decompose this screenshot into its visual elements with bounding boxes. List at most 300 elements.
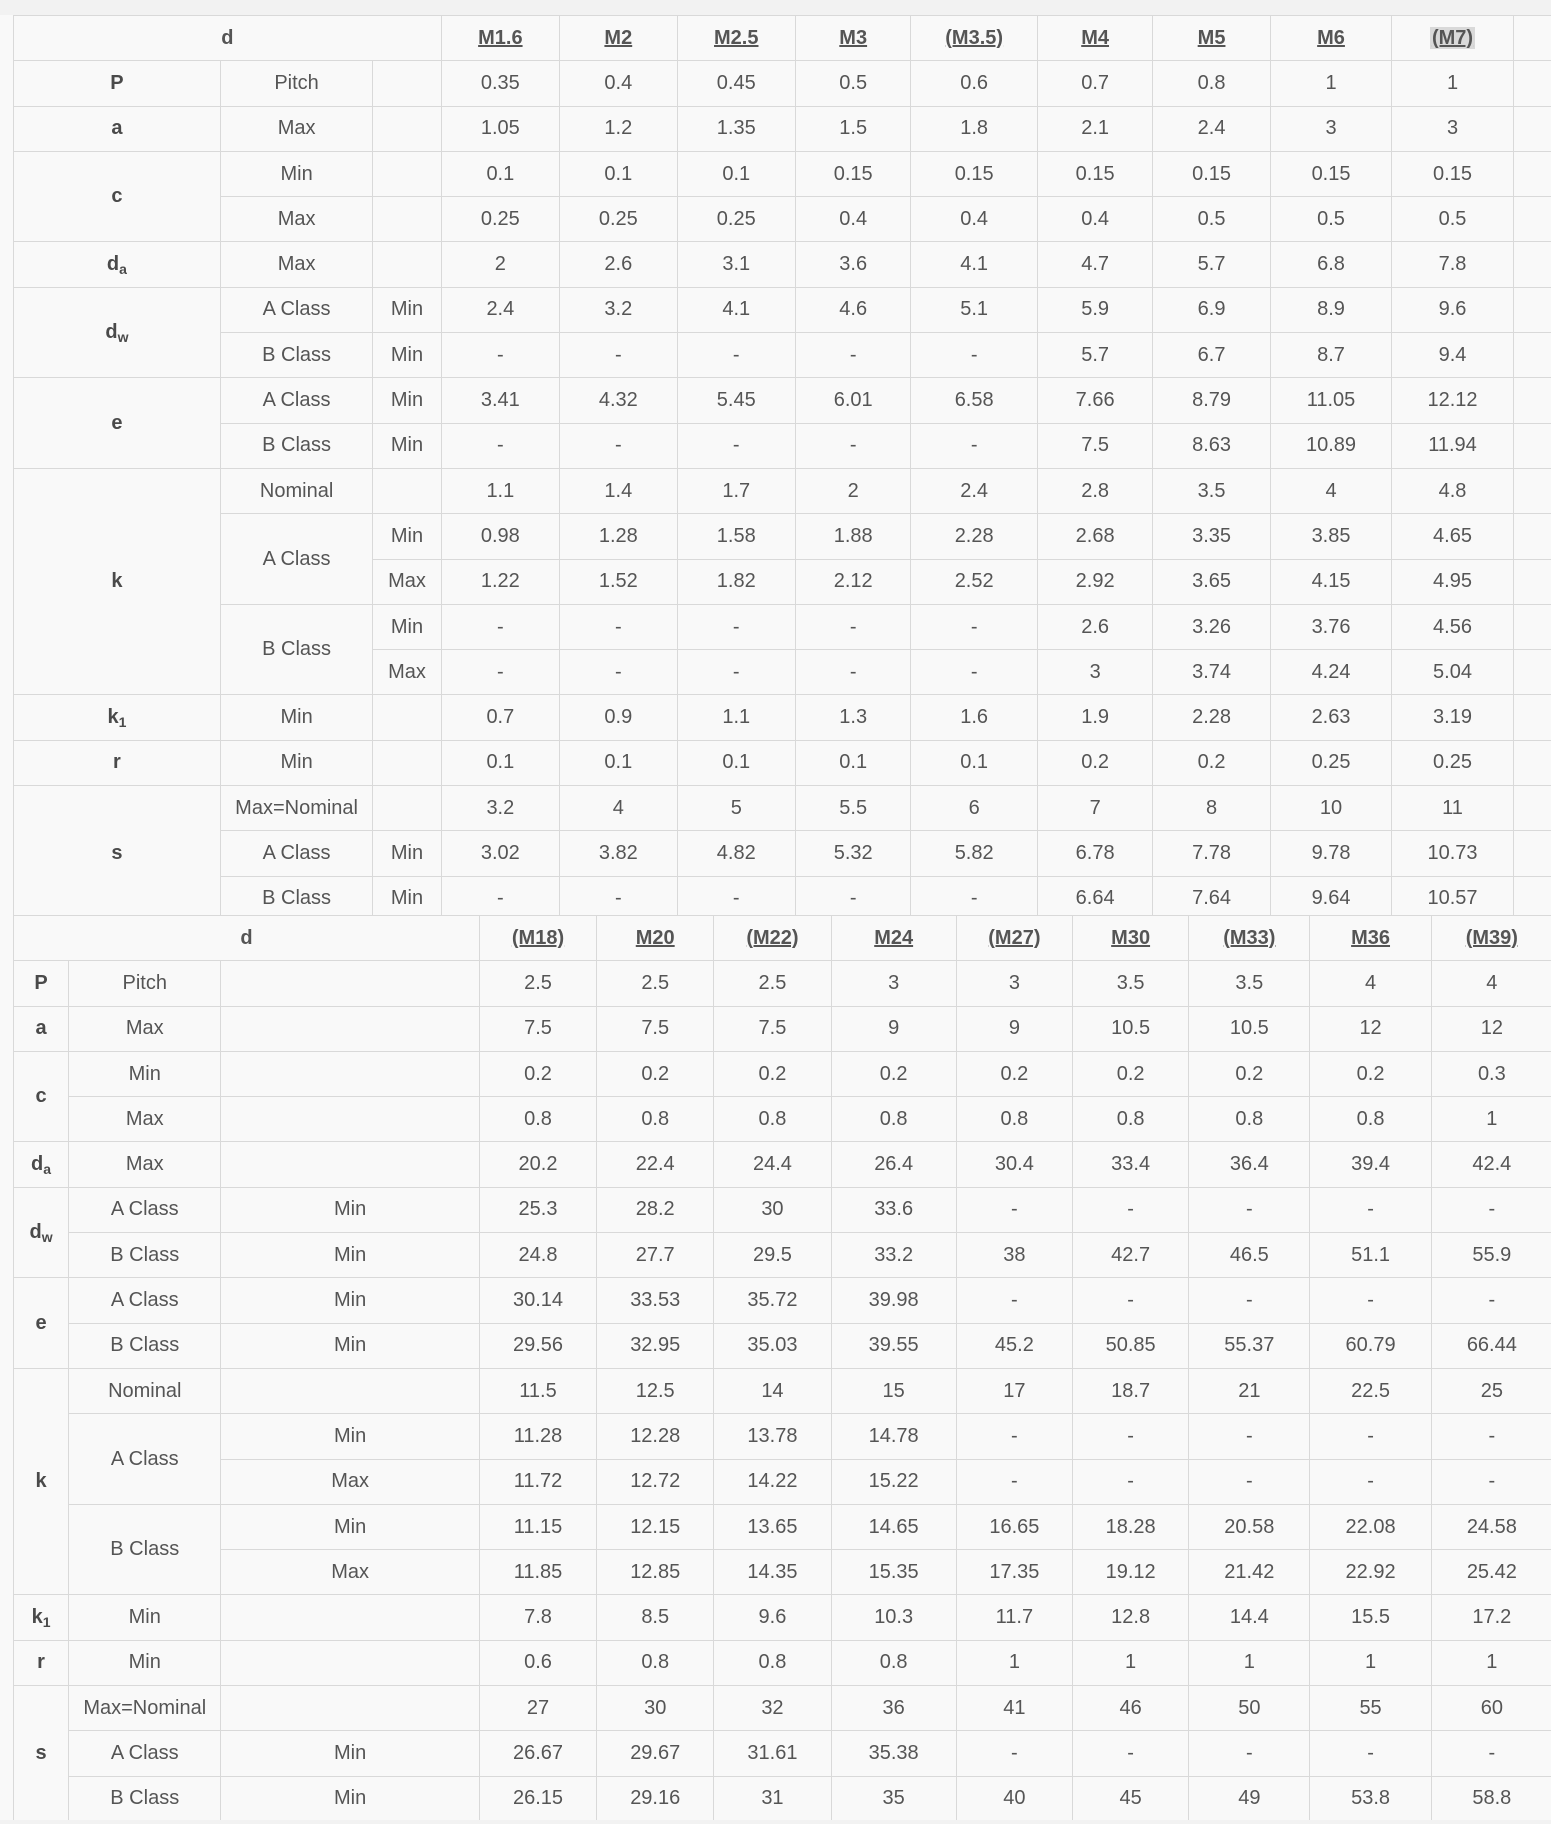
size-link[interactable]: M24 [874,926,914,949]
row-sublabel [373,468,441,513]
table-cell: 25.3 [479,1187,596,1232]
table-cell: 8.63 [1153,423,1270,468]
dimensions-table-small [0,15,1551,915]
table-cell: 32.95 [597,1323,714,1368]
table-row [14,423,1551,468]
table-cell: 1.1 [677,695,795,740]
row-label: Nominal [69,1368,221,1413]
table-cell: - [1189,1731,1310,1776]
row-sublabel: Max [373,650,441,695]
size-link[interactable]: (M27) [988,926,1041,949]
table-cell: 11 [1392,786,1513,831]
row-sublabel [221,1006,480,1051]
overflow-cell [1513,740,1551,785]
table-cell: 3.1 [677,242,795,287]
table-cell: 6.64 [1037,876,1152,915]
table-cell: 3.76 [1270,604,1391,649]
table-row [14,876,1551,915]
size-link[interactable]: (M3.5) [945,26,1004,49]
table-cell: 0.35 [441,61,559,106]
table-cell: 0.6 [911,61,1037,106]
table-cell: 24.4 [714,1142,831,1187]
size-header-m4 [1037,16,1152,61]
symbol-cell: s [14,1686,69,1820]
row-label: Min [69,1051,221,1096]
table-cell: - [1310,1731,1431,1776]
table-cell: 9.64 [1270,876,1391,915]
table-cell: 0.2 [597,1051,714,1096]
table-cell: 11.28 [479,1414,596,1459]
row-label: B Class [69,1504,221,1595]
row-sublabel: Min [221,1504,480,1549]
table-cell: 22.08 [1310,1504,1431,1549]
size-link[interactable]: M6 [1317,26,1345,49]
symbol-cell: r [14,1640,69,1685]
table-cell: 2 [441,242,559,287]
table-row [14,1233,1551,1278]
table-cell: 2.28 [1153,695,1270,740]
row-label: Max [69,1097,221,1142]
table-cell: - [1189,1278,1310,1323]
table-cell: 12.12 [1392,378,1513,423]
table-cell: - [441,876,559,915]
table-cell: 3 [1037,650,1152,695]
table-row [14,197,1551,242]
table-cell: 8 [1153,786,1270,831]
table-cell: 6 [911,786,1037,831]
table-cell: 4 [1431,961,1551,1006]
row-label: Min [220,151,373,196]
size-link[interactable]: M2.5 [714,26,759,49]
table-cell: - [677,423,795,468]
table-row [14,1006,1551,1051]
size-header-m18 [479,916,596,961]
nominal-diameter-label: d [14,16,442,61]
overflow-cell [1513,197,1551,242]
table-cell: 0.6 [479,1640,596,1685]
table-cell: 8.7 [1270,333,1391,378]
table-cell: 0.1 [795,740,910,785]
row-sublabel: Min [221,1414,480,1459]
table-cell: 0.15 [911,151,1037,196]
table-cell: 1 [1431,1640,1551,1685]
table-cell: 7.5 [479,1006,596,1051]
table-cell: 7.66 [1037,378,1152,423]
overflow-cell [1513,106,1551,151]
table-cell: 0.15 [1270,151,1391,196]
row-label: Max [220,242,373,287]
table-cell: 3 [831,961,956,1006]
table-cell: 4.32 [560,378,677,423]
symbol-cell: $d_w$ [14,1187,69,1278]
symbol-cell: $d_w$ [14,287,221,378]
table-cell: 0.8 [1189,1097,1310,1142]
table-cell: 0.8 [479,1097,596,1142]
table-cell: 12 [1431,1006,1551,1051]
size-link[interactable]: M36 [1351,926,1391,949]
table-cell: 11.94 [1392,423,1513,468]
size-link[interactable]: M4 [1081,26,1110,49]
table-1 [13,15,1551,915]
table-cell: 0.1 [911,740,1037,785]
row-sublabel [221,1686,480,1731]
row-label: Max [220,106,373,151]
table-cell: 22.92 [1310,1550,1431,1595]
table-cell: 2.52 [911,559,1037,604]
table-cell: 8.79 [1153,378,1270,423]
table-cell: - [911,650,1037,695]
table-cell: 0.25 [1392,740,1513,785]
row-label: A Class [69,1278,221,1323]
table-cell: 0.8 [597,1640,714,1685]
table-cell: 19.12 [1073,1550,1189,1595]
table-cell: 21 [1189,1368,1310,1413]
table-cell: 31 [714,1776,831,1820]
table-cell: 9.6 [714,1595,831,1640]
row-sublabel: Max [221,1459,480,1504]
table-cell: 0.2 [1073,1051,1189,1096]
size-link[interactable]: (M22) [746,926,799,949]
table-cell: - [1310,1414,1431,1459]
symbol-subscript: a [119,260,127,277]
table-cell: 18.28 [1073,1504,1189,1549]
row-sublabel: Min [221,1278,480,1323]
table-cell: 5.7 [1037,333,1152,378]
table-cell: 25 [1431,1368,1551,1413]
table-cell: 2.4 [911,468,1037,513]
overflow-cell [1513,287,1551,332]
row-label: Max [220,197,373,242]
table-cell: 2.4 [1153,106,1270,151]
table-row [14,1323,1551,1368]
table-cell: 38 [956,1233,1072,1278]
table-cell: 4.56 [1392,604,1513,649]
table-cell: 1.88 [795,514,910,559]
table-cell: - [1431,1414,1551,1459]
table-cell: 1 [1073,1640,1189,1685]
table-cell: 5.82 [911,831,1037,876]
table-cell: 1 [1270,61,1391,106]
size-header-row [14,916,1551,961]
table-cell: 45.2 [956,1323,1072,1368]
row-label: Nominal [220,468,373,513]
table-cell: 42.7 [1073,1233,1189,1278]
size-header-m36 [1310,916,1431,961]
table-row [14,1550,1551,1595]
table-cell: 0.15 [795,151,910,196]
table-cell: 4 [1270,468,1391,513]
table-cell: 39.98 [831,1278,956,1323]
table-cell: 0.15 [1037,151,1152,196]
table-cell: 0.15 [1153,151,1270,196]
table-cell: 6.01 [795,378,910,423]
table-cell: 40 [956,1776,1072,1820]
size-link[interactable]: (M18) [511,926,565,949]
size-link[interactable]: M1.6 [478,26,523,49]
table-cell: 4 [1310,961,1431,1006]
table-cell: 0.4 [795,197,910,242]
table-cell: 14.22 [714,1459,831,1504]
table-row [14,106,1551,151]
symbol-cell: $d_a$ [14,242,221,287]
table-cell: 3.5 [1153,468,1270,513]
table-row [14,1051,1551,1096]
table-row [14,1414,1551,1459]
table-cell: - [911,423,1037,468]
overflow-cell [1513,604,1551,649]
table-cell: 0.5 [1153,197,1270,242]
table-cell: 0.5 [795,61,910,106]
table-cell: 2.63 [1270,695,1391,740]
size-link[interactable]: M3 [839,26,868,49]
table-cell: 5.7 [1153,242,1270,287]
table-cell: 1.2 [560,106,677,151]
table-cell: - [956,1187,1072,1232]
table-cell: 1.82 [677,559,795,604]
table-cell: - [911,876,1037,915]
table-cell: - [795,604,910,649]
table-cell: 12 [1310,1006,1431,1051]
overflow-cell [1513,650,1551,695]
table-cell: 7.78 [1153,831,1270,876]
row-sublabel [373,61,441,106]
row-sublabel [373,786,441,831]
size-header-m22 [714,916,831,961]
table-cell: 0.25 [1270,740,1391,785]
table-cell: 4.82 [677,831,795,876]
table-cell: - [956,1414,1072,1459]
table-cell: 1 [1189,1640,1310,1685]
table-cell: 22.5 [1310,1368,1431,1413]
size-header-m2 [560,16,677,61]
table-cell: 0.1 [677,740,795,785]
symbol-cell: c [14,1051,69,1142]
size-link[interactable]: (M33) [1223,926,1276,949]
table-cell: 7.5 [1037,423,1152,468]
symbol-subscript: a [43,1160,52,1177]
table-cell: 15.22 [831,1459,956,1504]
overflow-cell [1513,423,1551,468]
row-label: Max [69,1142,221,1187]
table-cell: - [1310,1278,1431,1323]
row-sublabel [373,151,441,196]
table-cell: 6.7 [1153,333,1270,378]
table-row [14,1097,1551,1142]
table-cell: - [1073,1278,1189,1323]
row-label: Max [69,1006,221,1051]
table-cell: 10.57 [1392,876,1513,915]
table-cell: - [1189,1459,1310,1504]
table-cell: 0.8 [1073,1097,1189,1142]
row-label: A Class [220,514,373,605]
table-cell: 3.26 [1153,604,1270,649]
overflow-cell [1513,514,1551,559]
table-cell: 0.8 [1310,1097,1431,1142]
row-sublabel: Max [221,1550,480,1595]
table-cell: 0.4 [911,197,1037,242]
table-row [14,1278,1551,1323]
table-cell: 0.2 [1153,740,1270,785]
table-cell: 3.5 [1189,961,1310,1006]
size-header-m5 [1153,16,1270,61]
size-header-m1.6 [441,16,559,61]
table-cell: 0.25 [677,197,795,242]
table-cell: 9 [831,1006,956,1051]
table-cell: 1 [1431,1097,1551,1142]
table-cell: - [1073,1731,1189,1776]
table-cell: 29.16 [597,1776,714,1820]
table-cell: 33.6 [831,1187,956,1232]
table-cell: - [795,876,910,915]
table-cell: 4.8 [1392,468,1513,513]
symbol-cell: e [14,1278,69,1369]
size-header-m7 [1392,16,1513,61]
table-cell: 18.7 [1073,1368,1189,1413]
table-cell: - [1073,1187,1189,1232]
table-cell: 0.1 [560,151,677,196]
table-cell: 10 [1270,786,1391,831]
table-cell: 29.67 [597,1731,714,1776]
table-cell: 10.89 [1270,423,1391,468]
table-cell: 50 [1189,1686,1310,1731]
table-cell: 31.61 [714,1731,831,1776]
table-cell: 30 [714,1187,831,1232]
table-cell: 39.55 [831,1323,956,1368]
overflow-cell [1513,16,1551,61]
table-cell: 3.19 [1392,695,1513,740]
size-header-row [14,16,1551,61]
table-cell: 0.7 [1037,61,1152,106]
table-cell: 0.2 [714,1051,831,1096]
table-cell: 12.15 [597,1504,714,1549]
table-cell: 2.6 [1037,604,1152,649]
overflow-cell [1513,61,1551,106]
table-cell: - [795,650,910,695]
size-link[interactable]: M2 [604,26,633,49]
table-cell: 26.67 [479,1731,596,1776]
row-sublabel: Min [221,1233,480,1278]
table-row [14,1686,1551,1731]
overflow-cell [1513,468,1551,513]
table-row [14,287,1551,332]
table-cell: 2.6 [560,242,677,287]
table-cell: 12.5 [597,1368,714,1413]
size-link[interactable]: (M39) [1465,926,1518,949]
table-cell: - [677,333,795,378]
table-cell: 11.7 [956,1595,1072,1640]
table-cell: 22.4 [597,1142,714,1187]
table-cell: 46.5 [1189,1233,1310,1278]
table-cell: 3.41 [441,378,559,423]
symbol-cell: a [14,106,221,151]
table-2 [13,915,1551,1820]
row-sublabel: Min [373,423,441,468]
table-cell: 14.65 [831,1504,956,1549]
table-cell: - [1310,1187,1431,1232]
table-cell: 1.6 [911,695,1037,740]
table-cell: 14.4 [1189,1595,1310,1640]
table-cell: 7.5 [714,1006,831,1051]
table-cell: 2.5 [597,961,714,1006]
row-sublabel: Min [373,514,441,559]
table-cell: 1 [1392,61,1513,106]
table-cell: 3.5 [1073,961,1189,1006]
row-label: A Class [220,831,373,876]
table-cell: 1.5 [795,106,910,151]
table-cell: 41 [956,1686,1072,1731]
table-cell: 1.52 [560,559,677,604]
row-label: Min [220,695,373,740]
table-cell: 3.35 [1153,514,1270,559]
row-sublabel [221,961,480,1006]
row-sublabel [373,740,441,785]
table-cell: 3.85 [1270,514,1391,559]
row-sublabel [221,1097,480,1142]
symbol-cell: c [14,151,221,242]
table-row [14,1368,1551,1413]
size-link[interactable]: M5 [1197,26,1226,49]
table-cell: 0.25 [560,197,677,242]
overflow-cell [1513,559,1551,604]
overflow-cell [1513,786,1551,831]
table-cell: 7.5 [597,1006,714,1051]
table-row [14,514,1551,559]
table-row [14,1640,1551,1685]
table-cell: 1.3 [795,695,910,740]
table-cell: 33.53 [597,1278,714,1323]
table-cell: 5.1 [911,287,1037,332]
table-cell: 14.35 [714,1550,831,1595]
table-cell: 4.7 [1037,242,1152,287]
overflow-cell [1513,378,1551,423]
table-cell: 2.8 [1037,468,1152,513]
table-cell: 4.15 [1270,559,1391,604]
row-sublabel [373,197,441,242]
symbol-cell: $k_1$ [14,695,221,740]
table-cell: - [795,333,910,378]
table-cell: 20.58 [1189,1504,1310,1549]
table-cell: 55 [1310,1686,1431,1731]
row-sublabel: Min [221,1187,480,1232]
table-cell: - [560,876,677,915]
dimensions-table-large [0,915,1551,1820]
size-link[interactable]: M20 [635,926,675,949]
table-cell: - [1189,1187,1310,1232]
table-cell: 49 [1189,1776,1310,1820]
table-cell: 5.04 [1392,650,1513,695]
size-link[interactable]: M30 [1111,926,1151,949]
table-cell: 27 [479,1686,596,1731]
table-cell: 0.8 [831,1640,956,1685]
table-cell: 17 [956,1368,1072,1413]
table-cell: 0.8 [714,1640,831,1685]
table-cell: 60.79 [1310,1323,1431,1368]
table-row [14,151,1551,196]
table-cell: 7.8 [1392,242,1513,287]
symbol-cell: P [14,961,69,1006]
table-cell: 42.4 [1431,1142,1551,1187]
symbol-cell: k [14,468,221,694]
table-row [14,1731,1551,1776]
table-cell: 35.38 [831,1731,956,1776]
table-cell: 11.5 [479,1368,596,1413]
table-row [14,740,1551,785]
table-cell: 2.4 [441,287,559,332]
table-cell: 32 [714,1686,831,1731]
table-cell: 11.05 [1270,378,1391,423]
size-link[interactable]: (M7) [1431,26,1474,49]
row-label: B Class [220,333,373,378]
